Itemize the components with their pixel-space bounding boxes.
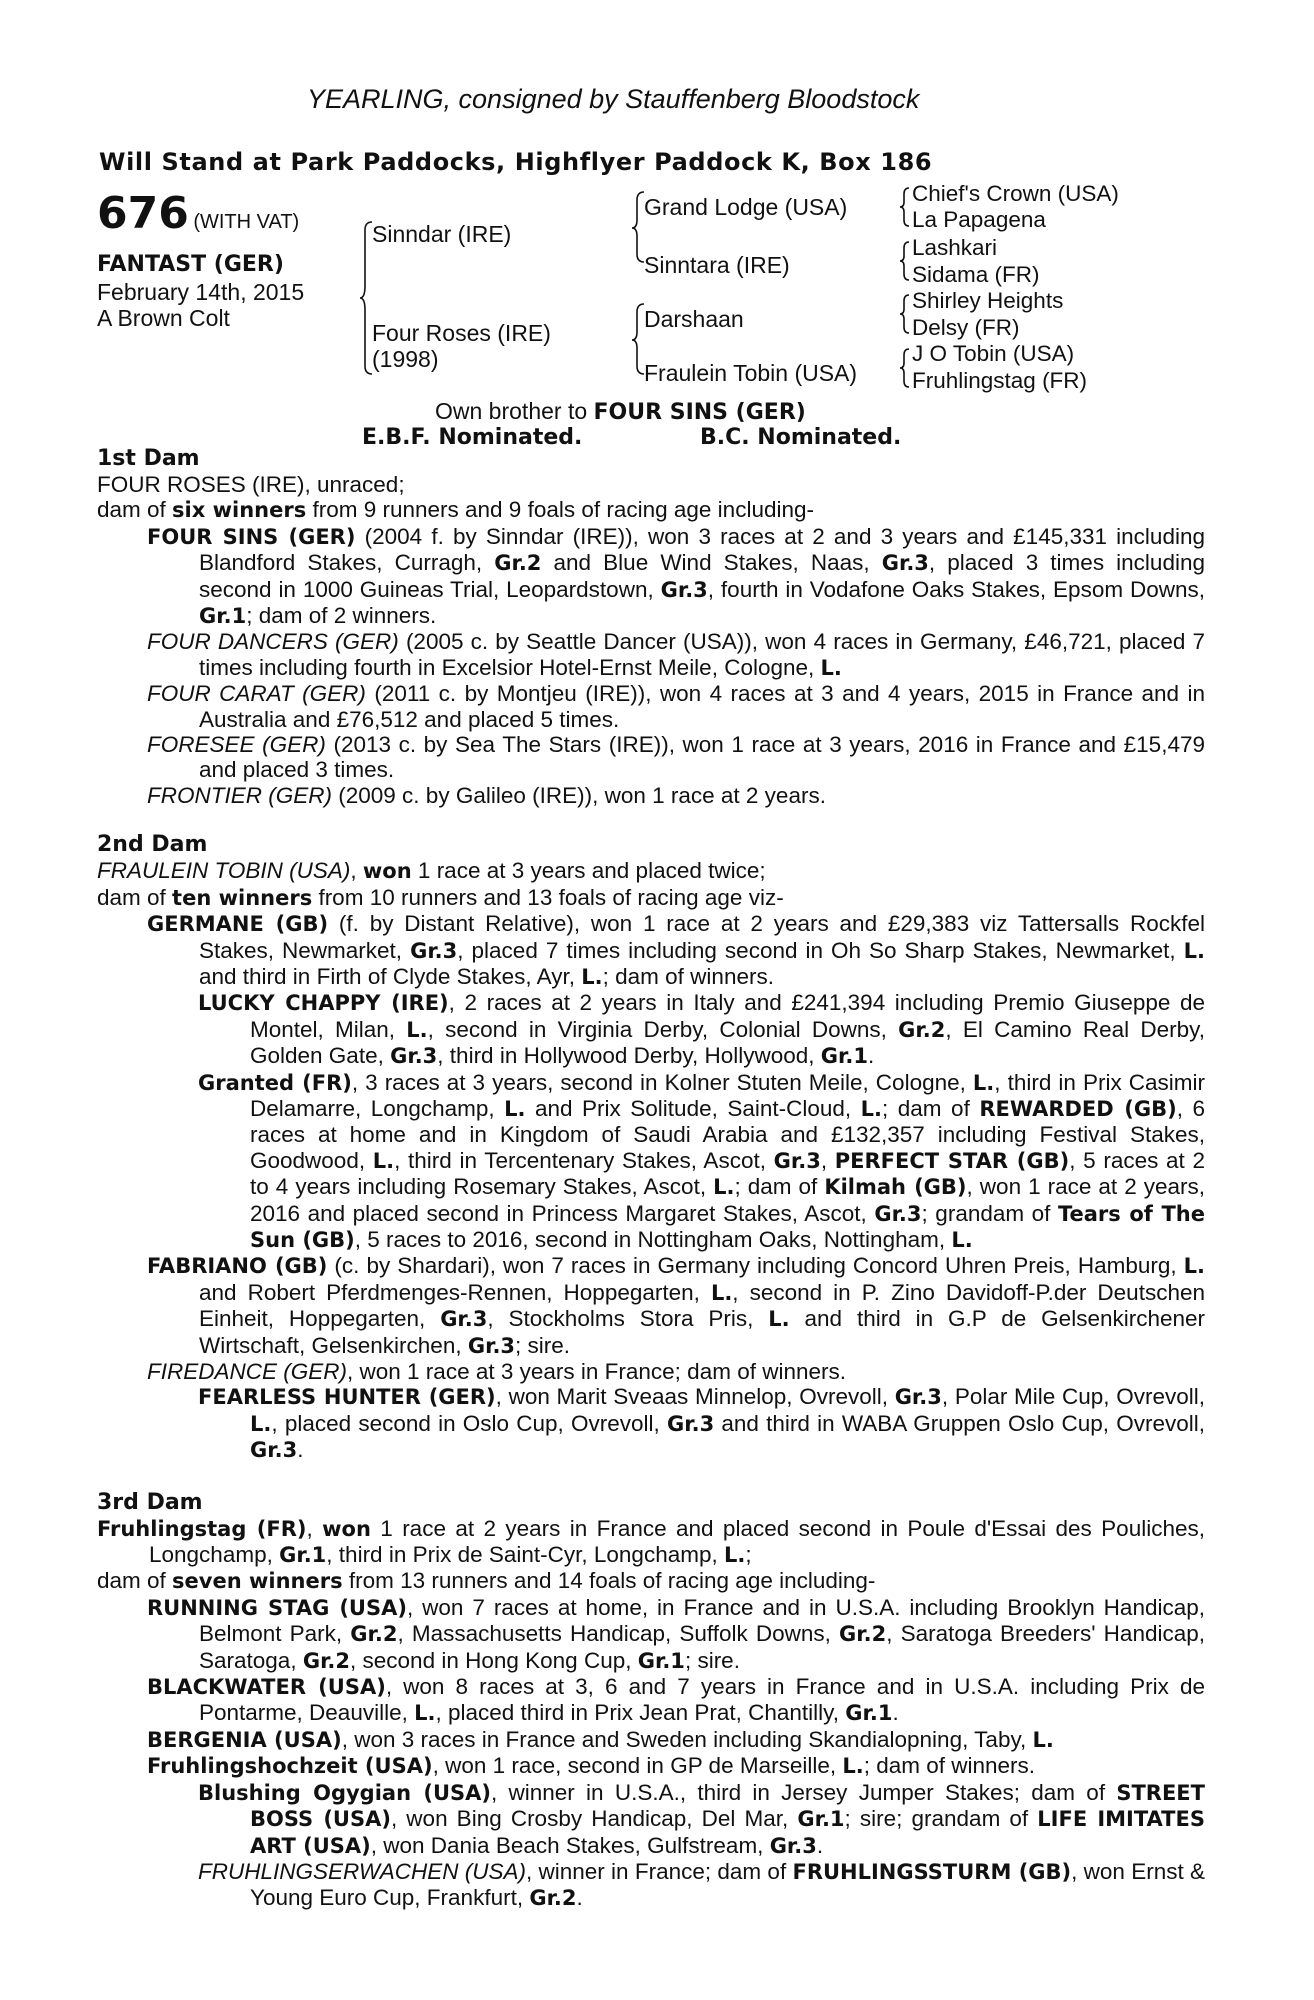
pedigree-dsd: Delsy (FR) (912, 315, 1020, 340)
pedigree-sire-sire: Grand Lodge (USA) (644, 194, 848, 220)
produce-record: FRUHLINGSERWACHEN (USA), winner in France; dam of FRUHLINGSSTURM (GB), won Ernst & Young Euro Cup, Frankfurt, Gr.2. (198, 1858, 1205, 1911)
produce-record: FOUR CARAT (GER) (2011 c. by Montjeu (IRE)), won 4 races at 3 and 4 years, 2015 in France and in Australia and £76,512 and placed 5 times. (147, 681, 1205, 732)
pedigree-dss: Shirley Heights (912, 288, 1064, 313)
pedigree-ddd: Fruhlingstag (FR) (912, 368, 1088, 393)
pedigree-dam: Four Roses (IRE) (372, 320, 551, 346)
produce-record: FOUR DANCERS (GER) (2005 c. by Seattle Dancer (USA)), won 4 races in Germany, £46,721, placed 7 times including fourth in Excelsior Hotel-Ernst Meile, Cologne, L. (147, 629, 1205, 680)
own-brother-name: FOUR SINS (GER) (593, 400, 806, 425)
second-dam-heading: 2nd Dam (97, 832, 208, 858)
stand-location: Will Stand at Park Paddocks, Highflyer Paddock K, Box 186 (99, 148, 933, 176)
first-dam-heading: 1st Dam (97, 446, 200, 471)
pedigree-dds: J O Tobin (USA) (912, 341, 1075, 366)
vat-note: (WITH VAT) (193, 211, 300, 233)
produce-record: LUCKY CHAPPY (IRE), 2 races at 2 years in Italy and £241,394 including Premio Giuseppe de Montel, Milan, L., second in Virginia Derby, Colonial Downs, Gr.2, El Camino Real Derby, Golden Gate, Gr.3, third in Hollywood Derby, Hollywood, Gr.1. (198, 990, 1206, 1069)
produce-record: FORESEE (GER) (2013 c. by Sea The Stars (IRE)), won 1 race at 3 years, 2016 in France and £15,479 and placed 3 times. (147, 732, 1205, 783)
first-dam-produce-summary: dam of six winners from 9 runners and 9 foals of racing age including- (97, 497, 814, 523)
lot-number-block (97, 188, 299, 239)
third-dam-produce-summary: dam of seven winners from 13 runners and 14 foals of racing age including- (97, 1568, 876, 1594)
produce-record: FRONTIER (GER) (2009 c. by Galileo (IRE)), won 1 race at 2 years. (147, 782, 826, 808)
ebf-nominated: E.B.F. Nominated. (362, 425, 583, 450)
pedigree-sss: Chief's Crown (USA) (912, 181, 1119, 206)
pedigree-sire: Sinndar (IRE) (372, 221, 512, 247)
produce-record: Fruhlingshochzeit (USA), won 1 race, second in GP de Marseille, L.; dam of winners. (147, 1753, 1036, 1779)
pedigree-dam-year: (1998) (372, 346, 439, 372)
produce-record: FIREDANCE (GER), won 1 race at 3 years in France; dam of winners. (147, 1359, 846, 1384)
pedigree-sdd: Sidama (FR) (912, 262, 1040, 287)
own-brother-note (435, 398, 806, 425)
produce-record: GERMANE (GB) (f. by Distant Relative), won 1 race at 2 years and £29,383 viz Tattersalls Rockfel Stakes, Newmarket, Gr.3, placed 7 times including second in Oh So Sharp Stakes, Newmarket, L. and third in Firth of Clyde Stakes, Ayr, L.; dam of winners. (147, 911, 1205, 989)
pedigree-dam-sire: Darshaan (644, 306, 744, 332)
pedigree-ssd: La Papagena (912, 207, 1046, 232)
produce-record: FEARLESS HUNTER (GER), won Marit Sveaas Minnelop, Ovrevoll, Gr.3, Polar Mile Cup, Ovrevoll, L., placed second in Oslo Cup, Ovrevoll, Gr.3 and third in WABA Gruppen Oslo Cup, Ovrevoll, Gr.3. (198, 1384, 1205, 1463)
catalogue-body (97, 446, 1205, 1912)
second-dam-entry: FRAULEIN TOBIN (USA), won 1 race at 3 years and placed twice; (97, 858, 766, 884)
produce-record: Granted (FR), 3 races at 3 years, second in Kolner Stuten Meile, Cologne, L., third in Prix Casimir Delamarre, Longchamp, L. and Prix Solitude, Saint-Cloud, L.; dam of REWARDED (GB), 6 races at home and in Kingdom of Saudi Arabia and £132,357 including Festival Stakes, Goodwood, L., third in Tercentenary Stakes, Ascot, Gr.3, PERFECT STAR (GB), 5 races at 2 to 4 years including Rosemary Stakes, Ascot, L.; dam of Kilmah (GB), won 1 race at 2 years, 2016 and placed second in Princess Margaret Stakes, Ascot, Gr.3; grandam of Tears of The Sun (GB), 5 races to 2016, second in Nottingham Oaks, Nottingham, L. (198, 1069, 1206, 1252)
horse-name: FANTAST (GER) (97, 252, 284, 277)
third-dam-heading: 3rd Dam (97, 1489, 203, 1515)
own-brother-prefix: Own brother to (435, 398, 594, 424)
pedigree-dam-dam: Fraulein Tobin (USA) (644, 360, 858, 386)
pedigree-sds: Lashkari (912, 235, 998, 260)
foaling-date: February 14th, 2015 (97, 279, 305, 305)
produce-record: BERGENIA (USA), won 3 races in France and Sweden including Skandialopning, Taby, L. (147, 1726, 1054, 1752)
lot-number: 676 (97, 188, 189, 239)
consignor-line: YEARLING, consigned by Stauffenberg Bloodstock (307, 84, 920, 114)
produce-record: RUNNING STAG (USA), won 7 races at home, in France and in U.S.A. including Brooklyn Handicap, Belmont Park, Gr.2, Massachusetts Handicap, Suffolk Downs, Gr.2, Saratoga Breeders' Handicap, Saratoga, Gr.2, second in Hong Kong Cup, Gr.1; sire. (147, 1594, 1205, 1673)
produce-record: FABRIANO (GB) (c. by Shardari), won 7 races in Germany including Concord Uhren Preis, Hamburg, L. and Robert Pferdmenges-Rennen, Hoppegarten, L., second in P. Zino Davidoff-P.der Deutschen Einheit, Hoppegarten, Gr.3, Stockholms Stora Pris, L. and third in G.P de Gelsenkirchener Wirtschaft, Gelsenkirchen, Gr.3; sire. (147, 1253, 1206, 1358)
horse-description: A Brown Colt (97, 305, 230, 331)
produce-record: FOUR SINS (GER) (2004 f. by Sinndar (IRE)), won 3 races at 2 and 3 years and £145,331 including Blandford Stakes, Curragh, Gr.2 and Blue Wind Stakes, Naas, Gr.3, placed 3 times including second in 1000 Guineas Trial, Leopardstown, Gr.3, fourth in Vodafone Oaks Stakes, Epsom Downs, Gr.1; dam of 2 winners. (147, 523, 1205, 629)
bc-nominated: B.C. Nominated. (700, 425, 902, 450)
produce-record: Blushing Ogygian (USA), winner in U.S.A., third in Jersey Jumper Stakes; dam of STREET BOSS (USA), won Bing Crosby Handicap, Del Mar, Gr.1; sire; grandam of LIFE IMITATES ART (USA), won Dania Beach Stakes, Gulfstream, Gr.3. (198, 1779, 1205, 1858)
second-dam-produce-summary: dam of ten winners from 10 runners and 13 foals of racing age viz- (97, 884, 784, 910)
produce-record: BLACKWATER (USA), won 8 races at 3, 6 and 7 years in France and in U.S.A. including Prix de Pontarme, Deauville, L., placed third in Prix Jean Prat, Chantilly, Gr.1. (147, 1674, 1205, 1726)
pedigree-sire-dam: Sinntara (IRE) (644, 252, 790, 278)
third-dam-entry: Fruhlingstag (FR), won 1 race at 2 years in France and placed second in Poule d'Essai des Pouliches, Longchamp, Gr.1, third in Prix de Saint-Cyr, Longchamp, L.; (97, 1515, 1205, 1568)
first-dam-entry: FOUR ROSES (IRE), unraced; (97, 472, 405, 497)
